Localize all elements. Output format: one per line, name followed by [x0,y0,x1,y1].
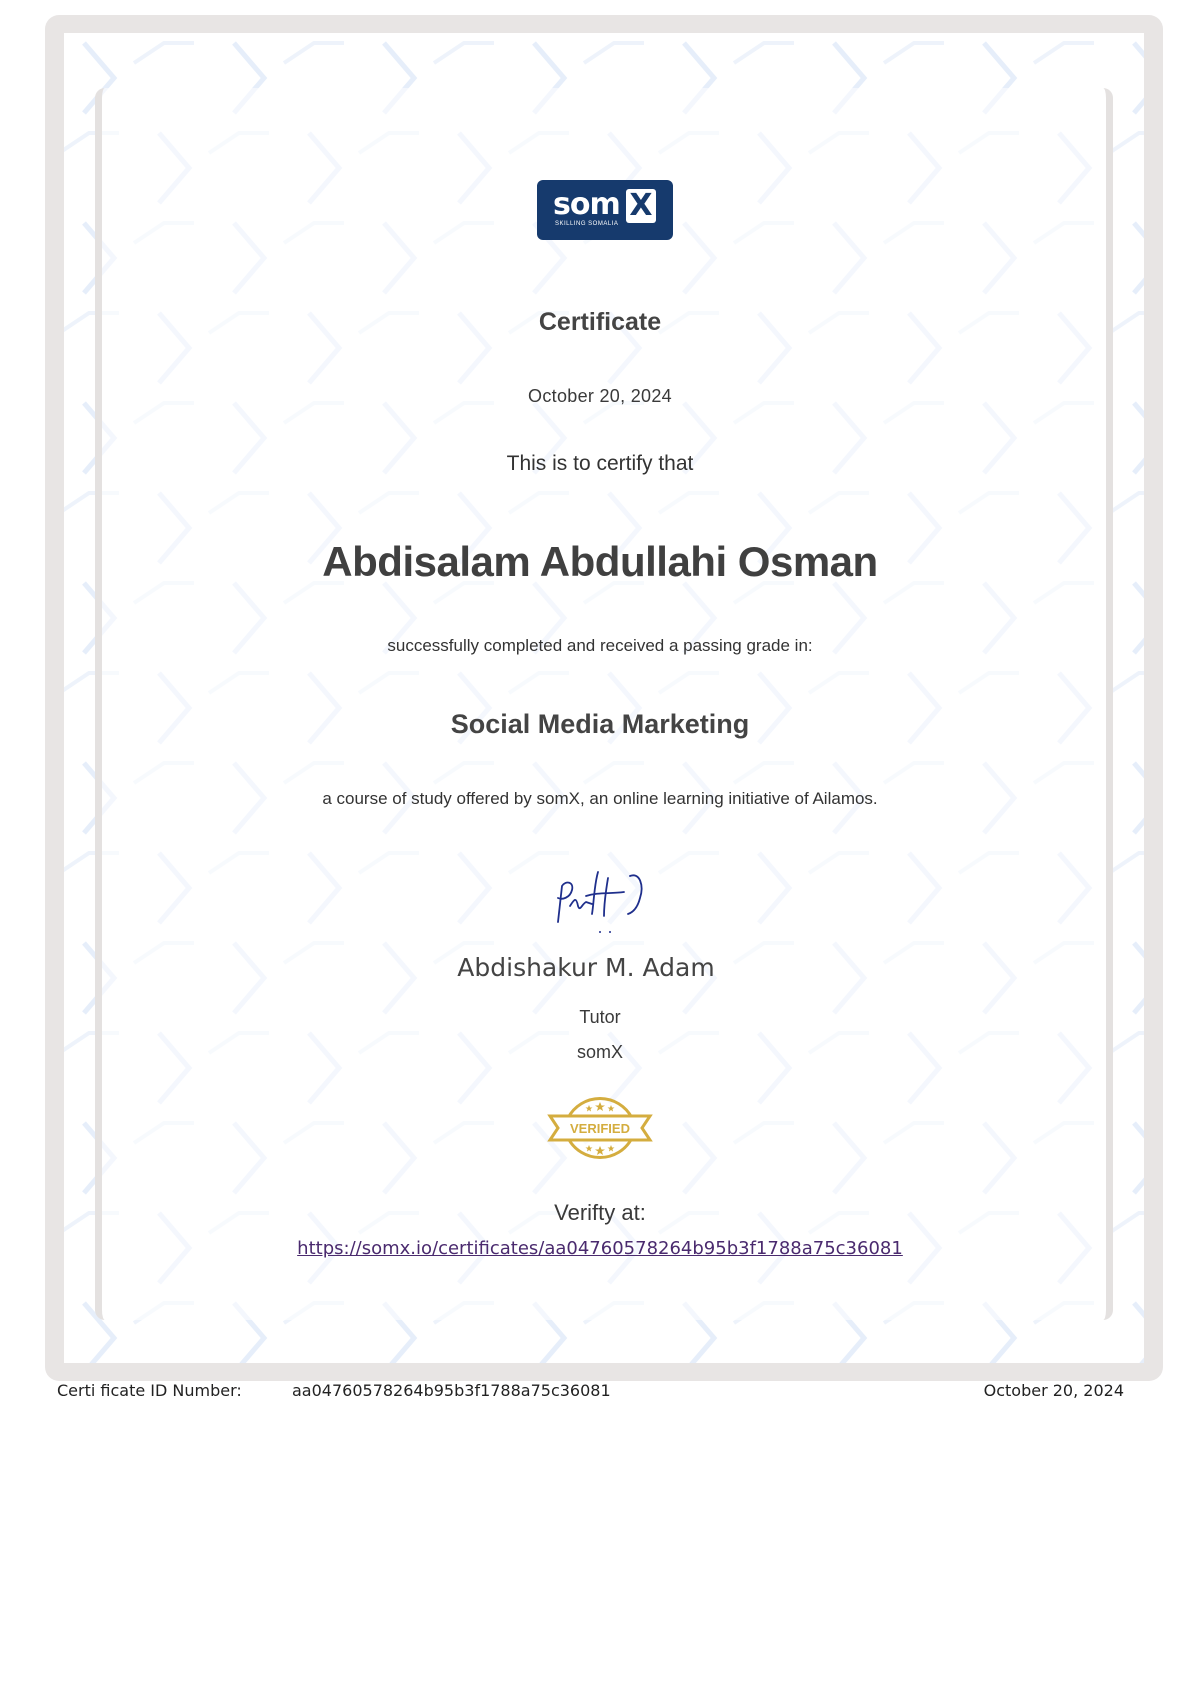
pattern-stroke [134,43,194,63]
verify-label: Verifty at: [554,1200,646,1225]
offered-text: a course of study offered by somX, an online learning initiative of Ailamos. [322,789,878,808]
certificate-title: Certificate [538,308,662,336]
pattern-stroke [884,43,944,63]
signature-image [548,866,668,936]
pattern-chevron [1134,43,1144,113]
seal-label: VERIFIED [570,1121,630,1136]
pattern-stroke [434,43,494,63]
somx-logo [537,180,673,240]
certificate-date: October 20, 2024 [528,386,672,406]
logo-tagline: SKILLING SOMALIA [555,221,619,227]
pattern-stroke [1109,493,1144,513]
certificate-id-label: Certi ficate ID Number: [57,1381,242,1400]
logo-word: som [553,187,620,222]
pattern-stroke [1109,853,1144,873]
logo-letter: X [626,189,656,223]
recipient-name: Abdisalam Abdullahi Osman [322,538,878,585]
footer-date: October 20, 2024 [983,1381,1124,1400]
completed-text: successfully completed and received a passing grade in: [387,636,813,655]
pattern-stroke [1034,43,1094,63]
signatory-role: Tutor [579,1007,621,1027]
pattern-stroke [584,43,644,63]
pattern-stroke [1109,133,1144,153]
course-name: Social Media Marketing [450,709,750,739]
verification-link[interactable]: https://somx.io/certificates/aa04760578264b95b3f1788a75c36081 [297,1238,903,1259]
verified-seal-icon [546,1090,654,1166]
signatory-name: Abdishakur M. Adam [457,953,715,982]
signatory-organization: somX [576,1042,623,1062]
certify-text: This is to certify that [506,452,694,475]
pattern-chevron [1134,1303,1144,1363]
certificate-id-value: aa04760578264b95b3f1788a75c36081 [292,1381,611,1400]
pattern-stroke [1109,673,1144,693]
pattern-stroke [284,43,344,63]
pattern-chevron [1134,1123,1144,1193]
pattern-chevron [1134,223,1144,293]
pattern-stroke [734,43,794,63]
